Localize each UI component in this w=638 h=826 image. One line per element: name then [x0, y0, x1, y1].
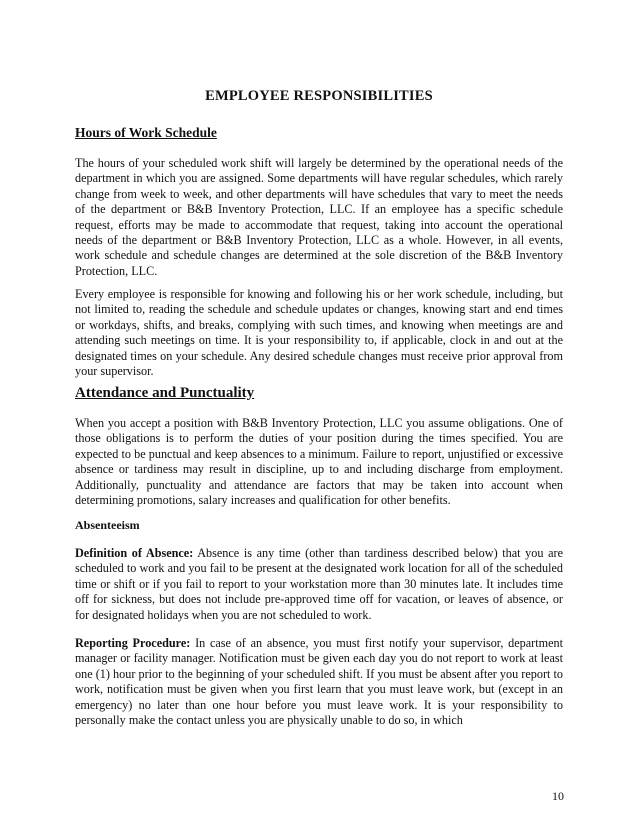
definition-of-absence-paragraph — [75, 546, 563, 623]
page-title: EMPLOYEE RESPONSIBILITIES — [205, 88, 433, 104]
hours-paragraph-1: The hours of your scheduled work shift will largely be determined by the operational needs of the department in which you are assigned. Some departments will have regular schedules, which rarely change from week to week, and other departments will have schedules that vary to meet the needs of the department or B&B Inventory Protection, LLC. If an employee has a specific schedule request, efforts may be made to accommodate that request, taking into account the operational needs of the department or B&B Inventory Protection, LLC as a whole. However, in all events, work schedule and schedule changes are determined at the sole discretion of the B&B Inventory Protection, LLC. — [75, 156, 563, 278]
reporting-label: Reporting Procedure: — [75, 636, 191, 650]
definition-label: Definition of Absence: — [75, 546, 194, 560]
attendance-heading: Attendance and Punctuality — [75, 385, 255, 401]
reporting-procedure-paragraph — [75, 636, 563, 728]
hours-of-work-heading: Hours of Work Schedule — [75, 125, 217, 140]
hours-paragraph-2: Every employee is responsible for knowing and following his or her work schedule, including, but not limited to, reading the schedule and schedule updates or changes, knowing start and end times or workdays, shifts, and breaks, complying with such times, and knowing when meetings are and attending such meetings on time. It is your responsibility to, if applicable, clock in and out at the designated times on your schedule. Any desired schedule changes must receive prior approval from your supervisor. — [75, 287, 563, 379]
page-number: 10 — [552, 789, 564, 803]
attendance-paragraph: When you accept a position with B&B Inventory Protection, LLC you assume obligations. One of those obligations is to perform the duties of your position during the times specified. You are expected to be punctual and keep absences to a minimum. Failure to report, unjustified or excessive absence or tardiness may result in discipline, up to and including discharge from employment. Additionally, punctuality and attendance are factors that may be taken into account when determining promotions, salary increases and qualification for other benefits. — [75, 416, 563, 508]
definition-text: Absence is any time (other than tardiness described below) that you are scheduled to work and you fail to be present at the designated work location for all of the scheduled time or shift or if you fail to report to your workstation more than 30 minutes late. It includes time off for sickness, but does not include pre-approved time off for vacation, or leaves of absence, or for designated holidays when you are not scheduled to work. — [75, 546, 563, 622]
absenteeism-heading: Absenteeism — [75, 518, 140, 532]
reporting-text: In case of an absence, you must first notify your supervisor, department manager or facility manager. Notification must be given each day you do not report to work at least one (1) hour prior to the beginning of your scheduled shift. If you must be absent after you report to work, notification must be given when you first learn that you must leave work, but (except in an emergency) no later than one hour before you must leave work. It is your responsibility to personally make the contact unless you are physically unable to do so, in which — [75, 636, 563, 728]
